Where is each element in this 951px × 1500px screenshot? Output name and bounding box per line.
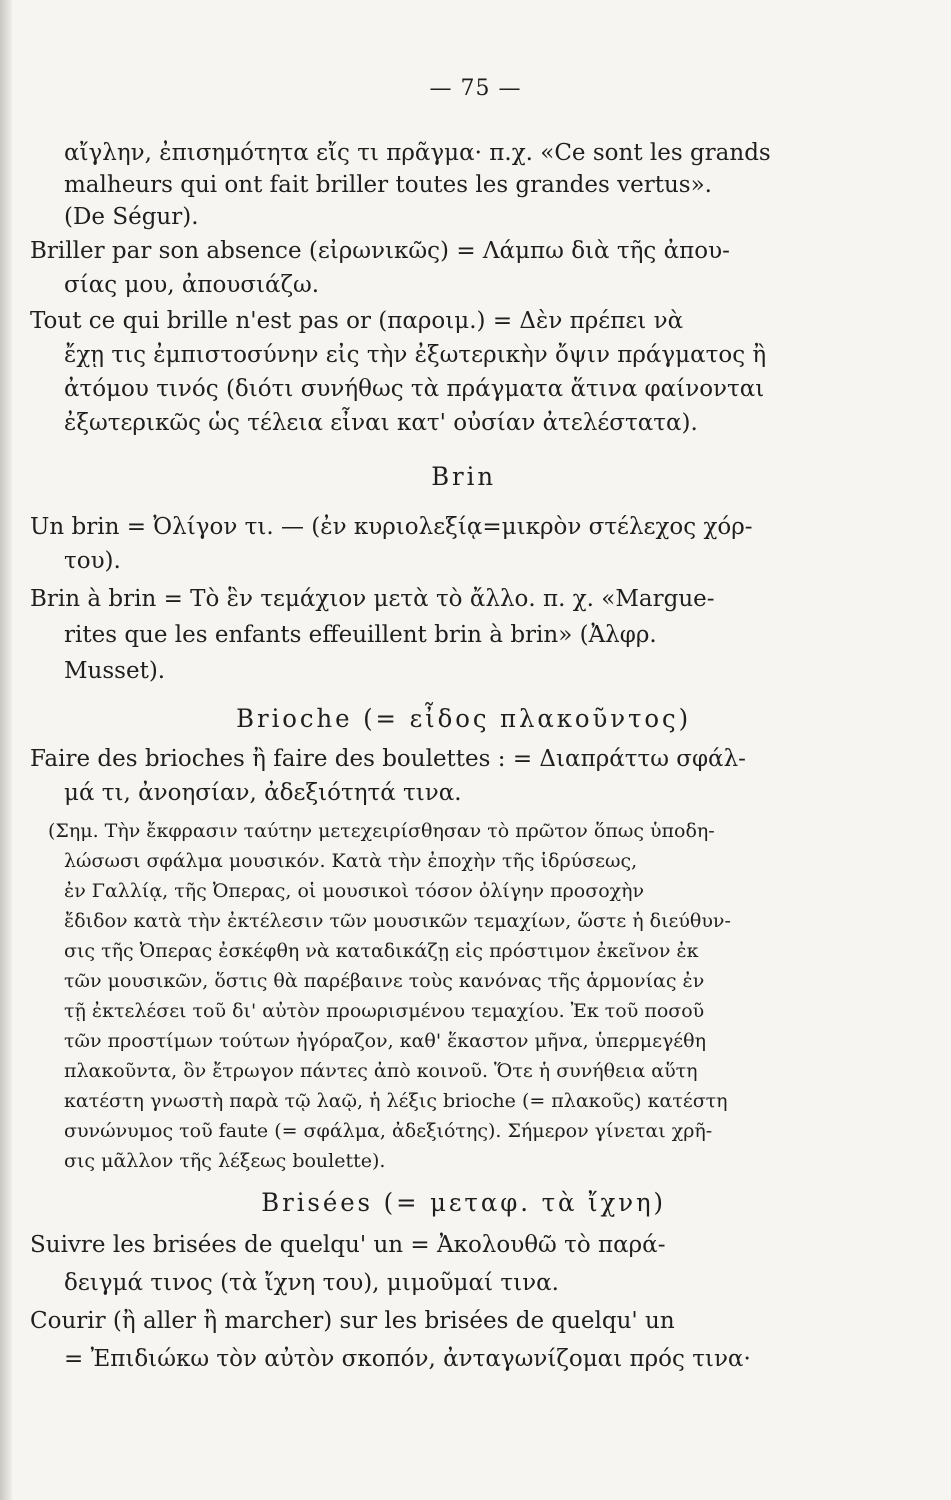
- note-line: τῶν μουσικῶν, ὅστις θὰ παρέβαινε τοὺς κανόνας τῆς ἁρμονίας ἐν: [64, 970, 705, 992]
- text-line: malheurs qui ont fait briller toutes les grandes vertus».: [64, 172, 712, 198]
- note-line: ἐν Γαλλίᾳ, τῆς Ὀπερας, οἱ μουσικοὶ τόσον ὀλίγην προσοχὴν: [64, 880, 645, 902]
- note-line: (Σημ. Τὴν ἔκφρασιν ταύτην μετεχειρίσθησαν τὸ πρῶτον ὅπως ὑποδη-: [48, 820, 715, 842]
- text-line: rites que les enfants effeuillent brin à brin» (Ἀλφρ.: [64, 622, 657, 648]
- text-line: ἐξωτερικῶς ὡς τέλεια εἶναι κατ' οὐσίαν ἀτελέστατα).: [64, 410, 698, 436]
- note-line: τῇ ἐκτελέσει τοῦ δι' αὐτὸν προωρισμένου τεμαχίου. Ἐκ τοῦ ποσοῦ: [64, 1000, 705, 1022]
- entry-line: Suivre les brisées de quelqu' un = Ἀκολουθῶ τὸ παρά-: [30, 1232, 666, 1258]
- text-line: ἀτόμου τινός (διότι συνήθως τὰ πράγματα ἅτινα φαίνονται: [64, 376, 765, 402]
- text-line: του).: [64, 548, 121, 574]
- section-heading-brin: Brin: [431, 462, 496, 491]
- page-number: — 75 —: [429, 76, 522, 101]
- text-line: Musset).: [64, 658, 166, 684]
- note-line: ἔδιδον κατὰ τὴν ἐκτέλεσιν τῶν μουσικῶν τεμαχίων, ὥστε ἡ διεύθυν-: [64, 910, 731, 932]
- note-line: κατέστη γνωστὴ παρὰ τῷ λαῷ, ἡ λέξις brioche (= πλακοῦς) κατέστη: [64, 1090, 728, 1112]
- entry-line: Briller par son absence (εἰρωνικῶς) = Λάμπω διὰ τῆς ἀπου-: [30, 238, 730, 264]
- entry-line: Brin à brin = Τὸ ἓν τεμάχιον μετὰ τὸ ἄλλο. π. χ. «Margue-: [30, 586, 715, 612]
- text-line: ἔχῃ τις ἐμπιστοσύνην εἰς τὴν ἐξωτερικὴν ὄψιν πράγματος ἢ: [64, 342, 767, 368]
- text-line: σίας μου, ἀπουσιάζω.: [64, 272, 320, 298]
- note-line: σις τῆς Ὀπερας ἐσκέφθη νὰ καταδικάζῃ εἰς πρόστιμον ἐκεῖνον ἐκ: [64, 940, 699, 962]
- section-heading-brisees: Brisées (= μεταφ. τὰ ἴχνη): [261, 1188, 666, 1217]
- entry-line: Courir (ἢ aller ἢ marcher) sur les brisées de quelqu' un: [30, 1308, 675, 1334]
- text-line: αἴγλην, ἐπισημότητα εἴς τι πρᾶγμα· π.χ. «Ce sont les grands: [64, 140, 771, 166]
- entry-line: Faire des brioches ἢ faire des boulettes : = Διαπράττω σφάλ-: [30, 746, 746, 772]
- entry-line: Un brin = Ὀλίγον τι. — (ἐν κυριολεξίᾳ=μικρὸν στέλεχος χόρ-: [30, 514, 753, 540]
- page-binding-edge: [0, 0, 12, 1500]
- text-line: = Ἐπιδιώκω τὸν αὐτὸν σκοπόν, ἀνταγωνίζομαι πρός τινα·: [64, 1346, 751, 1372]
- text-line: μά τι, ἀνοησίαν, ἀδεξιότητά τινα.: [64, 780, 462, 806]
- text-line: δειγμά τινος (τὰ ἴχνη του), μιμοῦμαί τινα.: [64, 1270, 559, 1296]
- note-line: πλακοῦντα, ὃν ἔτρωγον πάντες ἀπὸ κοινοῦ. Ὅτε ἡ συνήθεια αὕτη: [64, 1060, 698, 1082]
- note-line: συνώνυμος τοῦ faute (= σφάλμα, ἀδεξιότης). Σήμερον γίνεται χρῆ-: [64, 1120, 713, 1142]
- section-heading-brioche: Brioche (= εἶδος πλακοῦντος): [236, 704, 692, 733]
- note-line: λώσωσι σφάλμα μουσικόν. Κατὰ τὴν ἐποχὴν τῆς ἱδρύσεως,: [64, 850, 638, 872]
- note-line: τῶν προστίμων τούτων ἠγόραζον, καθ' ἕκαστον μῆνα, ὑπερμεγέθη: [64, 1030, 706, 1052]
- note-line: σις μᾶλλον τῆς λέξεως boulette).: [64, 1150, 386, 1172]
- entry-line: Tout ce qui brille n'est pas or (παροιμ.) = Δὲν πρέπει νὰ: [30, 308, 684, 334]
- text-line: (De Ségur).: [64, 204, 199, 230]
